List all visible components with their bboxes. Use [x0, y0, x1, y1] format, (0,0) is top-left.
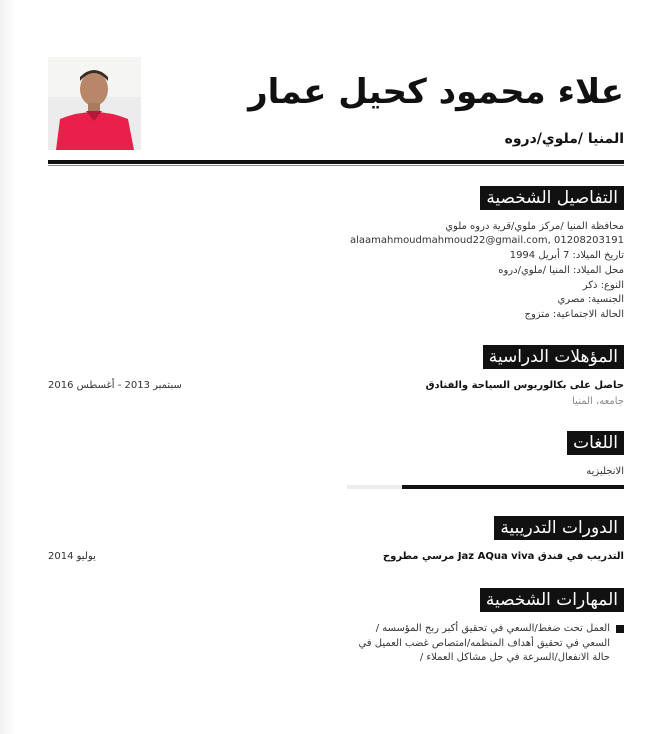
full-name: علاء محمود كحيل عمار [248, 72, 624, 112]
contact-line: alaamahmoudmahmoud22@gmail.com, 01208203191 [349, 235, 624, 246]
birth-date-line: تاريخ الميلاد: 7 أبريل 1994 [509, 250, 624, 261]
training-date: يوليو 2014 [48, 551, 96, 562]
degree-title: حاصل على بكالوريوس السياحة والفنادق [425, 380, 624, 391]
education-period: سبتمبر 2013 - أغسطس 2016 [48, 380, 182, 391]
birth-place-line: محل الميلاد: المنيا /ملوي/دروه [498, 265, 624, 276]
language-level-fill [402, 485, 624, 489]
page-edge-shadow [0, 0, 16, 734]
header-divider [48, 160, 624, 164]
gender-line: النوع: ذكر [582, 280, 624, 291]
training-course: التدريب في فندق Jaz AQua viva مرسي مطروح [382, 551, 624, 562]
personal-details-heading: التفاصيل الشخصية [480, 186, 624, 210]
institution-name: جامعه، المنيا [572, 396, 624, 407]
language-name: الانجليزيه [586, 466, 624, 477]
profile-photo [48, 57, 141, 150]
bullet-square-icon [616, 625, 624, 633]
skills-text: العمل تحت ضغط/السعي في تحقيق أكبر ربح المؤسسه /السعي في تحقيق أهداف المنظمه/امتصاص غضب العميل في حالة الانفعال/السرعة في حل مشاكل العملاء / [358, 623, 610, 663]
address-line: محافظة المنيا /مركز ملوي/قرية دروه ملوي [445, 221, 624, 232]
education-heading: المؤهلات الدراسية [483, 345, 624, 369]
languages-heading: اللغات [567, 431, 624, 455]
location: المنيا /ملوي/دروه [504, 131, 624, 147]
language-level-bar [347, 485, 624, 489]
marital-status-line: الحالة الاجتماعية: متزوج [524, 309, 624, 320]
skills-heading: المهارات الشخصية [480, 588, 624, 612]
nationality-line: الجنسية: مصري [557, 294, 624, 305]
training-heading: الدورات التدريبية [494, 516, 624, 540]
cv-page [16, 0, 648, 734]
header-divider-thin [48, 165, 624, 166]
